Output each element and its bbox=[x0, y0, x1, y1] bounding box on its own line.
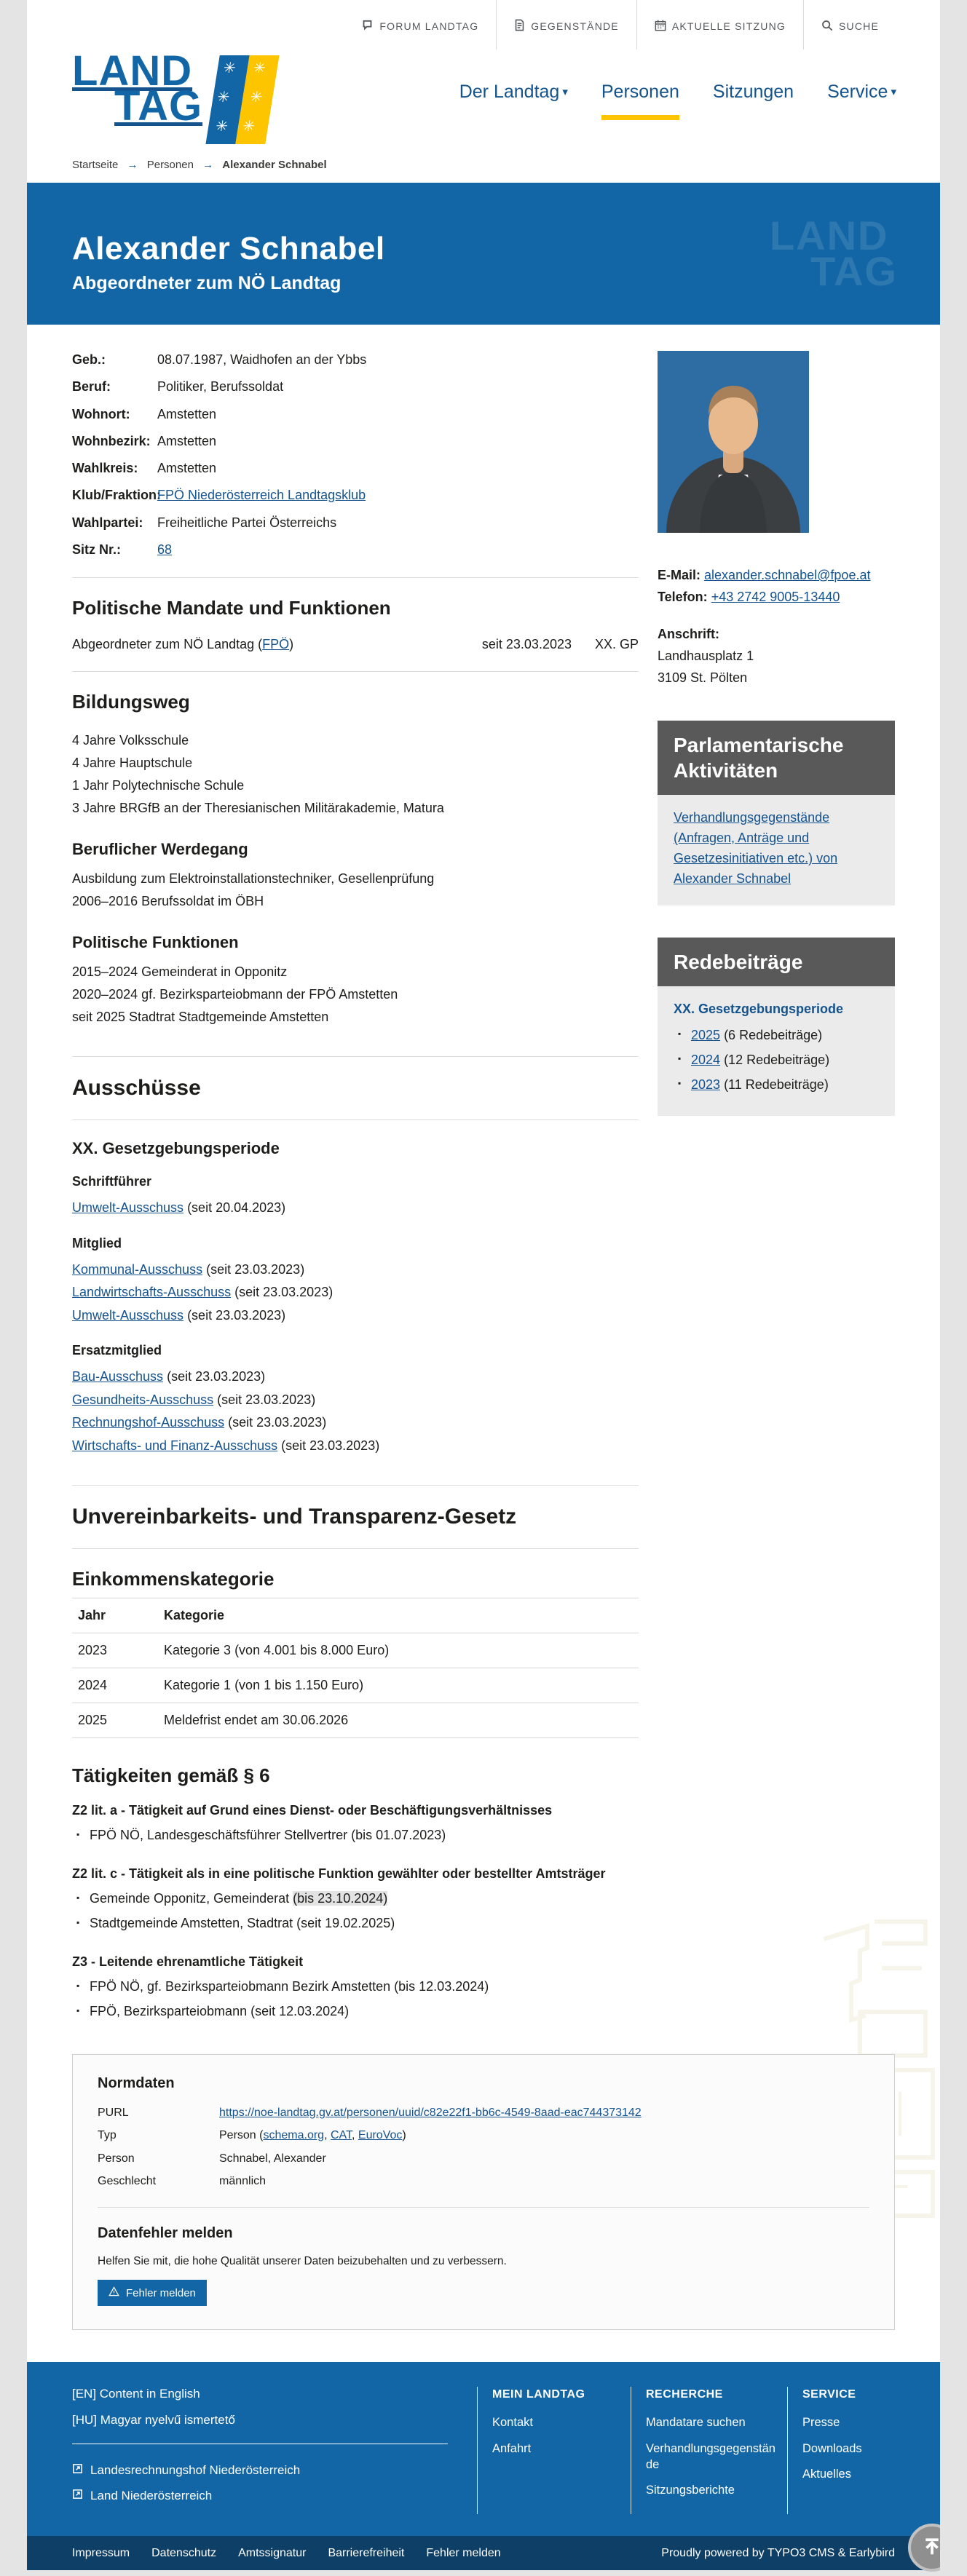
contact-block: E-Mail: alexander.schnabel@fpoe.at Telefon: +43 2742 9005-13440 Anschrift: Landhausplatz 1 3109 St. Pölten bbox=[658, 565, 895, 689]
sitz-link[interactable]: 68 bbox=[157, 542, 173, 558]
normdaten-row: Geschlecht männlich bbox=[98, 2175, 267, 2187]
main-nav bbox=[459, 82, 896, 114]
footer-left bbox=[72, 2387, 477, 2514]
bottom-strip bbox=[27, 2570, 940, 2576]
normdaten-row: Typ Person (schema.org, CAT, EuroVoc) bbox=[98, 2129, 406, 2142]
committee-role: Schriftführer bbox=[72, 1174, 152, 1189]
committee-item: Wirtschafts- und Finanz-Ausschuss (seit 23.03.2023) bbox=[72, 1438, 380, 1453]
external-link-icon bbox=[72, 2489, 83, 2503]
committee-link[interactable]: Gesundheits-Ausschuss bbox=[72, 1392, 214, 1407]
breadcrumb-personen[interactable]: Personen bbox=[146, 159, 194, 171]
col-header-jahr: Jahr bbox=[72, 1598, 158, 1633]
rede-period: XX. Gesetzgebungsperiode bbox=[674, 1002, 844, 1016]
aktuelle-sitzung-label: AKTUELLE SITZUNG bbox=[671, 20, 786, 32]
portrait-photo bbox=[658, 351, 809, 533]
divider bbox=[72, 1485, 639, 1486]
table-row: 2025 Meldefrist endet am 30.06.2026 bbox=[72, 1703, 639, 1738]
table-row: 2024 Kategorie 1 (von 1 bis 1.150 Euro) bbox=[72, 1668, 639, 1703]
mandates-heading: Politische Mandate und Funktionen bbox=[72, 597, 391, 619]
phone-link[interactable]: +43 2742 9005-13440 bbox=[711, 589, 840, 604]
fehler-melden-button[interactable]: Fehler melden bbox=[98, 2280, 207, 2306]
arrow-up-icon bbox=[921, 2535, 940, 2561]
chevron-down-icon: ▾ bbox=[891, 86, 896, 98]
aktuelle-sitzung-link[interactable] bbox=[636, 0, 803, 49]
committee-item: Rechnungshof-Ausschuss (seit 23.03.2023) bbox=[72, 1415, 327, 1430]
profile-row: Geb.: 08.07.1987, Waidhofen an der Ybbs bbox=[72, 352, 367, 367]
committee-link[interactable]: Umwelt-Ausschuss bbox=[72, 1307, 184, 1323]
redebeitraege-title: Redebeiträge bbox=[658, 938, 895, 986]
bildungsweg-list: 4 Jahre Volksschule 4 Jahre Hauptschule 1 Jahr Polytechnische Schule 3 Jahre BRGfB an der Theresianischen Militärakademie, Matura bbox=[72, 733, 444, 816]
ausschuesse-heading: Ausschüsse bbox=[72, 1076, 201, 1101]
hero-banner bbox=[27, 183, 940, 325]
activity-group-title: Z2 lit. c - Tätigkeit als in eine politische Funktion gewählter oder bestellter Amtsträger bbox=[72, 1866, 606, 1882]
address-line: Landhausplatz 1 bbox=[658, 649, 754, 664]
verhandlungsgegenstaende-link[interactable]: Verhandlungsgegenstände (Anfragen, Anträge und Gesetzesinitiativen etc.) von Alexander Schnabel bbox=[674, 810, 838, 887]
schema-org-link[interactable]: schema.org bbox=[263, 2129, 325, 2142]
email-link[interactable]: alexander.schnabel@fpoe.at bbox=[704, 568, 871, 582]
bottom-link-amtssignatur[interactable]: Amtssignatur bbox=[238, 2546, 307, 2559]
address-label: Anschrift: bbox=[658, 627, 719, 642]
footer bbox=[27, 2362, 940, 2536]
normdaten-heading: Normdaten bbox=[98, 2074, 175, 2091]
page-container bbox=[27, 0, 940, 2576]
activity-list bbox=[72, 1977, 639, 2022]
normdaten-row: PURL https://noe-landtag.gv.at/personen/uuid/c82e22f1-bb6c-4549-8aad-eac744373142 bbox=[98, 2105, 869, 2121]
committee-link[interactable]: Umwelt-Ausschuss bbox=[72, 1200, 184, 1216]
footer-col-recherche: RECHERCHE Mandatare suchen Verhandlungsgegenstände Sitzungsberichte bbox=[631, 2387, 787, 2514]
warning-icon bbox=[108, 2286, 119, 2299]
suche-link[interactable] bbox=[803, 0, 896, 49]
page-title: Alexander Schnabel bbox=[72, 231, 385, 266]
mandate-since: seit 23.03.2023 bbox=[481, 637, 572, 652]
list-item: ▪ Stadtgemeinde Amstetten, Stadtrat (seit 19.02.2025) bbox=[90, 1914, 639, 1934]
footer-lang-en[interactable]: [EN] Content in English bbox=[72, 2387, 200, 2401]
activity-list bbox=[72, 1826, 639, 1846]
document-icon bbox=[514, 19, 525, 33]
chevron-down-icon: ▾ bbox=[562, 86, 568, 98]
footer-ext-landesrechnungshof[interactable]: Landesrechnungshof Niederösterreich bbox=[72, 2463, 448, 2478]
bottom-link-datenschutz[interactable]: Datenschutz bbox=[151, 2546, 217, 2559]
polfunk-list: 2015–2024 Gemeinderat in Opponitz 2020–2024 gf. Bezirksparteiobmann der FPÖ Amstetten seit 2025 Stadtrat Stadtgemeinde Amstetten bbox=[72, 964, 398, 1025]
datenfehler-heading: Datenfehler melden bbox=[98, 2225, 233, 2242]
footer-lang-hu[interactable]: [HU] Magyar nyelvű ismertető bbox=[72, 2413, 235, 2428]
committee-role: Mitglied bbox=[72, 1235, 122, 1251]
footer-link-aktuelles[interactable]: Aktuelles bbox=[802, 2467, 851, 2481]
rede-year-link[interactable]: 2025 bbox=[691, 1027, 721, 1042]
logo-flag bbox=[205, 55, 279, 144]
page-subtitle: Abgeordneter zum NÖ Landtag bbox=[72, 273, 342, 293]
profile-row-partei: Wahlpartei: Freiheitliche Partei Österreichs bbox=[72, 515, 337, 530]
flag-yellow-half: ✳ ✳ ✳ bbox=[235, 55, 279, 144]
nav-der-landtag[interactable]: Der Landtag ▾ bbox=[459, 82, 568, 102]
bottom-link-impressum[interactable]: Impressum bbox=[72, 2546, 130, 2559]
profile-row: Wahlkreis: Amstetten bbox=[72, 461, 217, 476]
chat-icon bbox=[361, 19, 374, 33]
bildungsweg-heading: Bildungsweg bbox=[72, 691, 190, 713]
list-item: ▪ FPÖ NÖ, Landesgeschäftsführer Stellvertrer (bis 01.07.2023) bbox=[90, 1826, 639, 1846]
committee-item: Kommunal-Ausschuss (seit 23.03.2023) bbox=[72, 1261, 305, 1277]
profile-row-klub: Klub/Fraktion: FPÖ Niederösterreich Landtagsklub bbox=[72, 486, 639, 504]
landtag-logo[interactable] bbox=[72, 47, 272, 144]
transparenz-heading: Unvereinbarkeits- und Transparenz-Gesetz bbox=[72, 1505, 517, 1529]
list-item: ▪ FPÖ NÖ, gf. Bezirksparteiobmann Bezirk Amstetten (bis 12.03.2024) bbox=[90, 1977, 639, 1997]
footer-col-mein-landtag: MEIN LANDTAG Kontakt Anfahrt bbox=[477, 2387, 631, 2514]
parl-activities-title: Parlamentarische Aktivitäten bbox=[658, 721, 895, 795]
activity-group-title: Z2 lit. a - Tätigkeit auf Grund eines Dienst- oder Beschäftigungsverhältnisses bbox=[72, 1803, 553, 1818]
cat-link[interactable]: CAT bbox=[330, 2129, 352, 2142]
utility-nav bbox=[27, 0, 940, 49]
rede-year-link[interactable]: 2024 bbox=[691, 1052, 721, 1067]
committee-link[interactable]: Bau-Ausschuss bbox=[72, 1369, 164, 1384]
committee-item: Bau-Ausschuss (seit 23.03.2023) bbox=[72, 1369, 266, 1384]
profile-row-sitz: Sitz Nr.: 68 bbox=[72, 541, 639, 558]
divider bbox=[72, 1548, 639, 1549]
rede-year-link[interactable]: 2023 bbox=[691, 1077, 721, 1092]
normdaten-row: Person Schnabel, Alexander bbox=[98, 2152, 326, 2165]
committee-item: Umwelt-Ausschuss (seit 20.04.2023) bbox=[72, 1200, 286, 1216]
profile-row: Wohnort: Amstetten bbox=[72, 406, 217, 421]
committee-link[interactable]: Rechnungshof-Ausschuss bbox=[72, 1415, 225, 1430]
footer-link-downloads[interactable]: Downloads bbox=[802, 2441, 862, 2455]
left-column bbox=[72, 351, 639, 2026]
einkommen-heading: Einkommenskategorie bbox=[72, 1568, 275, 1590]
committee-item: Landwirtschafts-Ausschuss (seit 23.03.2023) bbox=[72, 1285, 333, 1300]
committee-link[interactable]: Landwirtschafts-Ausschuss bbox=[72, 1285, 232, 1300]
list-item: ▪ FPÖ, Bezirksparteiobmann (seit 12.03.2024) bbox=[90, 2002, 639, 2022]
breadcrumb-arrow-icon: → bbox=[202, 159, 214, 171]
committee-item: Umwelt-Ausschuss (seit 23.03.2023) bbox=[72, 1307, 286, 1323]
fpoe-link[interactable]: FPÖ bbox=[262, 637, 290, 652]
logo-line1: LAND bbox=[72, 47, 193, 95]
footer-link-kontakt[interactable]: Kontakt bbox=[492, 2416, 533, 2430]
footer-link-sitzungsberichte[interactable]: Sitzungsberichte bbox=[646, 2484, 735, 2497]
polfunk-heading: Politische Funktionen bbox=[72, 933, 239, 952]
flag-blue-half: ✳ ✳ ✳ bbox=[205, 55, 249, 144]
nav-personen[interactable]: Personen bbox=[601, 82, 679, 114]
external-link-icon bbox=[72, 2463, 83, 2478]
einkommen-table bbox=[72, 1598, 639, 1738]
nav-sitzungen[interactable]: Sitzungen bbox=[712, 82, 794, 102]
taetigkeiten-heading: Tätigkeiten gemäß § 6 bbox=[72, 1764, 270, 1787]
footer-col-service: SERVICE Presse Downloads Aktuelles bbox=[787, 2387, 924, 2514]
breadcrumb-arrow-icon: → bbox=[127, 159, 138, 171]
divider bbox=[72, 1056, 639, 1057]
list-item: ▪ 2025 (6 Redebeiträge) bbox=[691, 1026, 879, 1046]
table-row: 2023 Kategorie 3 (von 4.001 bis 8.000 Euro) bbox=[72, 1633, 639, 1668]
nav-service[interactable]: Service ▾ bbox=[827, 82, 896, 102]
bottom-link-fehler-melden[interactable]: Fehler melden bbox=[426, 2546, 501, 2559]
klub-link[interactable]: FPÖ Niederösterreich Landtagsklub bbox=[157, 488, 366, 503]
forum-landtag-label: FORUM LANDTAG bbox=[379, 20, 479, 32]
address-line: 3109 St. Pölten bbox=[658, 670, 748, 685]
suche-label: SUCHE bbox=[838, 20, 879, 32]
redebeitraege-box bbox=[658, 938, 895, 1116]
profile-row: Wohnbezirk: Amstetten bbox=[72, 433, 217, 448]
hero-watermark: LAND TAG bbox=[769, 213, 898, 295]
footer-ext-land-noe[interactable]: Land Niederösterreich bbox=[72, 2489, 448, 2503]
logo-wordmark bbox=[72, 47, 203, 130]
breadcrumb bbox=[27, 144, 940, 183]
main-content bbox=[27, 325, 940, 2026]
list-item: ▪ Gemeinde Opponitz, Gemeinderat (bis 23.10.2024) bbox=[90, 1889, 639, 1909]
header bbox=[27, 49, 940, 144]
divider bbox=[72, 671, 639, 672]
normdaten-box bbox=[72, 2054, 895, 2331]
footer-link-mandatare[interactable]: Mandatare suchen bbox=[646, 2416, 746, 2430]
gegenstaende-label: GEGENSTÄNDE bbox=[531, 20, 619, 32]
datenfehler-text: Helfen Sie mit, die hohe Qualität unserer Daten beizubehalten und zu verbessern. bbox=[98, 2255, 507, 2268]
search-icon bbox=[821, 20, 833, 33]
committee-link[interactable]: Wirtschafts- und Finanz-Ausschuss bbox=[72, 1438, 278, 1453]
werdegang-list: Ausbildung zum Elektroinstallationstechniker, Gesellenprüfung 2006–2016 Berufssoldat im ÖBH bbox=[72, 871, 435, 909]
footer-link-presse[interactable]: Presse bbox=[802, 2416, 840, 2430]
mandate-gp: XX. GP bbox=[594, 637, 639, 652]
col-header-kategorie: Kategorie bbox=[158, 1598, 639, 1633]
divider bbox=[72, 577, 639, 578]
eurovoc-link[interactable]: EuroVoc bbox=[358, 2129, 403, 2142]
mandate-row: Abgeordneter zum NÖ Landtag (FPÖ) seit 23.03.2023 XX. GP bbox=[72, 637, 639, 652]
logo-line2: TAG bbox=[114, 82, 203, 130]
committee-item: Gesundheits-Ausschuss (seit 23.03.2023) bbox=[72, 1392, 316, 1407]
werdegang-heading: Beruflicher Werdegang bbox=[72, 840, 248, 859]
list-item: ▪ 2024 (12 Redebeiträge) bbox=[691, 1050, 879, 1071]
activity-group-title: Z3 - Leitende ehrenamtliche Tätigkeit bbox=[72, 1954, 304, 1970]
forum-landtag-link[interactable] bbox=[344, 0, 496, 49]
divider bbox=[72, 1119, 639, 1120]
breadcrumb-startseite[interactable]: Startseite bbox=[72, 159, 119, 171]
purl-link[interactable]: https://noe-landtag.gv.at/personen/uuid/c82e22f1-bb6c-4549-8aad-eac744373142 bbox=[219, 2106, 642, 2119]
committee-link[interactable]: Kommunal-Ausschuss bbox=[72, 1261, 203, 1277]
committees-period: XX. Gesetzgebungsperiode bbox=[72, 1139, 280, 1158]
parl-activities-box bbox=[658, 721, 895, 905]
footer-link-verhandlungsgegenstaende[interactable]: Verhandlungsgegenstände bbox=[646, 2441, 775, 2471]
gegenstaende-link[interactable] bbox=[496, 0, 636, 49]
calendar-icon bbox=[655, 20, 666, 33]
right-column bbox=[658, 351, 895, 2026]
list-item: ▪ 2023 (11 Redebeiträge) bbox=[691, 1075, 879, 1095]
divider bbox=[98, 2207, 869, 2208]
bottom-link-barrierefreiheit[interactable]: Barrierefreiheit bbox=[328, 2546, 405, 2559]
bottom-bar bbox=[27, 2536, 940, 2570]
breadcrumb-current: Alexander Schnabel bbox=[222, 159, 327, 171]
committee-role: Ersatzmitglied bbox=[72, 1343, 162, 1358]
activity-list bbox=[72, 1889, 639, 1934]
footer-link-anfahrt[interactable]: Anfahrt bbox=[492, 2441, 532, 2455]
powered-by-text: Proudly powered by TYPO3 CMS & Earlybird bbox=[661, 2546, 895, 2559]
profile-row: Beruf: Politiker, Berufssoldat bbox=[72, 379, 284, 395]
rede-list bbox=[674, 1026, 879, 1095]
